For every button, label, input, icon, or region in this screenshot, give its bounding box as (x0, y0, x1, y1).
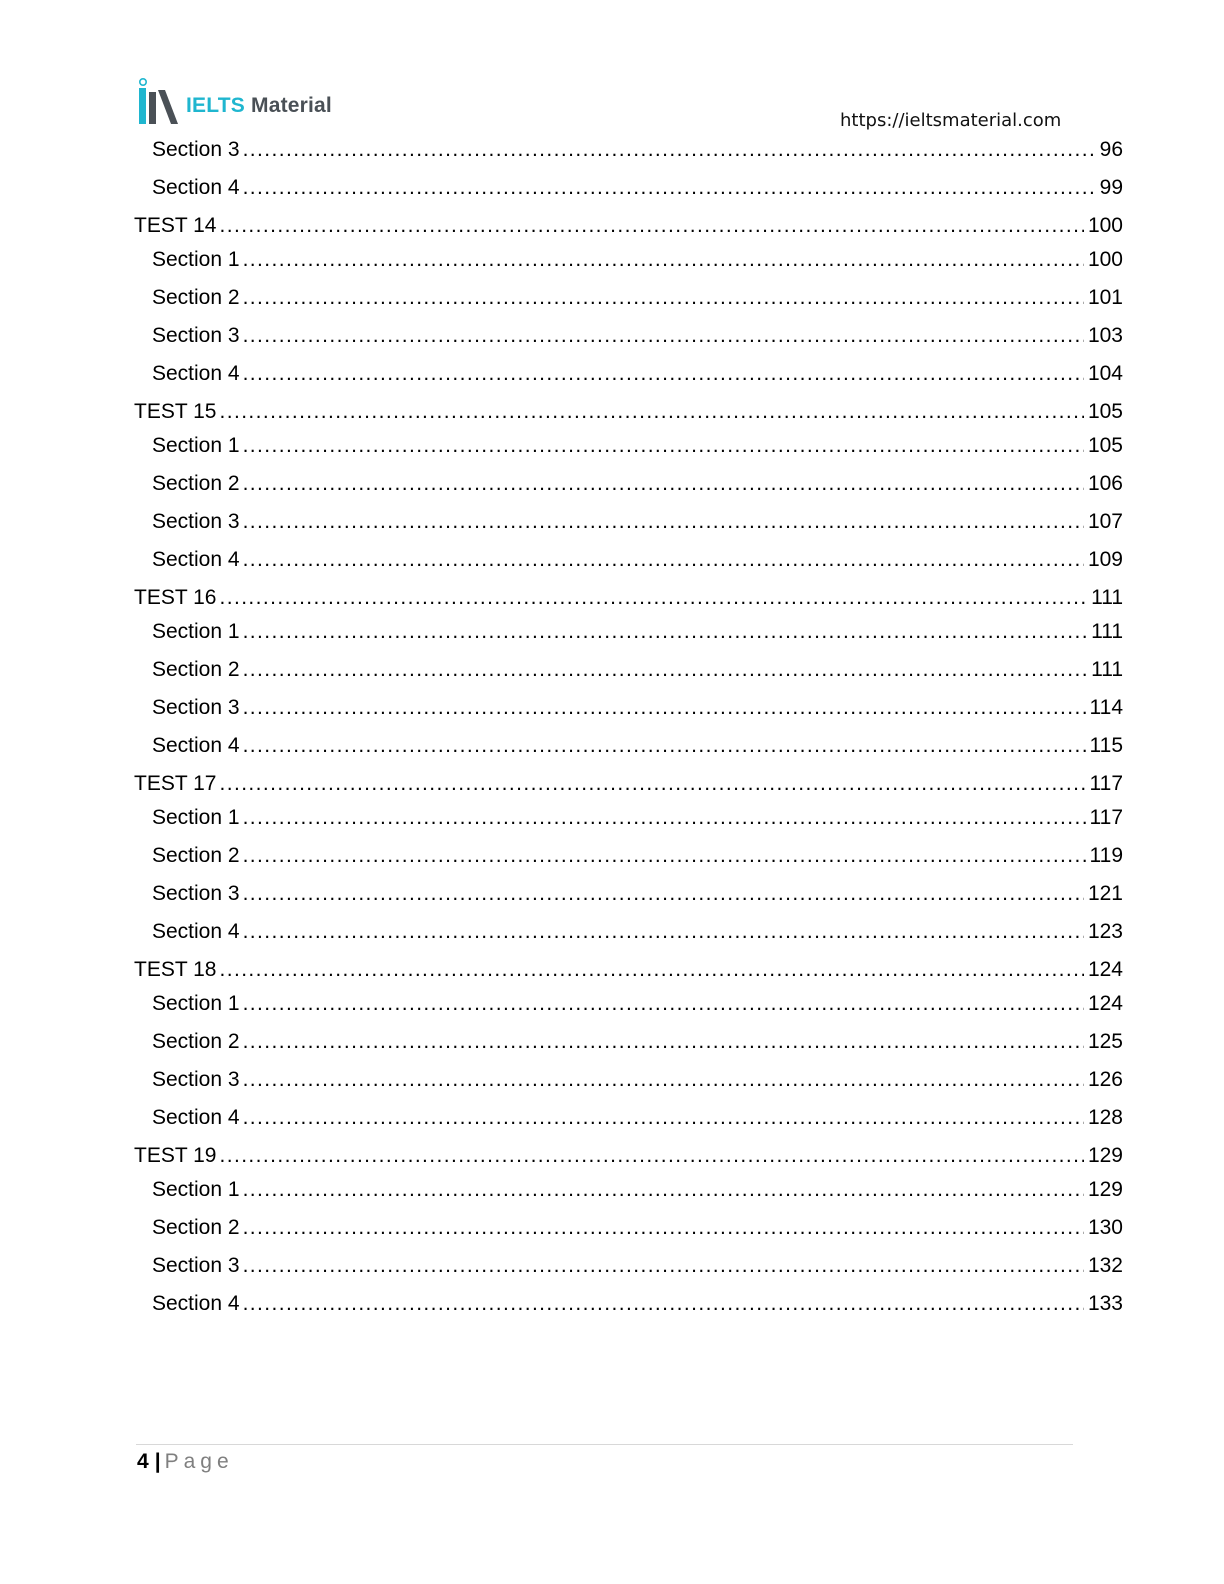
toc-entry-page: 124 (1087, 992, 1123, 1015)
toc-dot-leader (243, 138, 1096, 162)
toc-section-entry[interactable] (152, 1106, 1123, 1130)
toc-section-entry[interactable] (152, 696, 1123, 720)
toc-dot-leader (243, 548, 1084, 572)
logo-word-material: Material (251, 94, 332, 117)
toc-dot-leader (243, 176, 1096, 200)
page-word: Page (164, 1450, 234, 1473)
toc-entry-label: Section 4 (152, 734, 240, 757)
toc-entry-page: 111 (1091, 658, 1123, 681)
toc-entry-page: 99 (1099, 176, 1123, 199)
toc-dot-leader (243, 734, 1086, 758)
toc-section-entry[interactable] (152, 248, 1123, 272)
toc-entry-page: 132 (1087, 1254, 1123, 1277)
toc-entry-label: TEST 14 (134, 214, 217, 237)
toc-test-entry[interactable] (134, 958, 1123, 982)
toc-entry-page: 109 (1087, 548, 1123, 571)
toc-dot-leader (243, 1254, 1084, 1278)
toc-section-entry[interactable] (152, 286, 1123, 310)
toc-section-entry[interactable] (152, 1292, 1123, 1316)
header-url[interactable]: https://ieltsmaterial.com (840, 110, 1062, 131)
toc-entry-page: 115 (1089, 734, 1123, 757)
toc-dot-leader (243, 248, 1084, 272)
toc-section-entry[interactable] (152, 472, 1123, 496)
toc-dot-leader (243, 362, 1084, 386)
toc-entry-page: 96 (1099, 138, 1123, 161)
toc-entry-page: 117 (1089, 772, 1123, 795)
toc-section-entry[interactable] (152, 658, 1123, 682)
toc-entry-page: 129 (1087, 1178, 1123, 1201)
toc-entry-page: 105 (1087, 400, 1123, 423)
toc-entry-page: 101 (1087, 286, 1123, 309)
toc-entry-page: 100 (1087, 248, 1123, 271)
toc-entry-label: Section 1 (152, 992, 240, 1015)
toc-dot-leader (243, 696, 1086, 720)
logo (136, 78, 346, 126)
toc-test-entry[interactable] (134, 772, 1123, 796)
toc-entry-label: Section 4 (152, 176, 240, 199)
toc-section-entry[interactable] (152, 882, 1123, 906)
toc-section-entry[interactable] (152, 620, 1123, 644)
toc-section-entry[interactable] (152, 1216, 1123, 1240)
toc-dot-leader (243, 1068, 1084, 1092)
toc-dot-leader (219, 1144, 1083, 1168)
toc-section-entry[interactable] (152, 1254, 1123, 1278)
toc-entry-page: 105 (1087, 434, 1123, 457)
toc-entry-label: Section 2 (152, 844, 240, 867)
toc-entry-label: TEST 19 (134, 1144, 217, 1167)
toc-entry-page: 133 (1087, 1292, 1123, 1315)
toc-section-entry[interactable] (152, 1068, 1123, 1092)
toc-dot-leader (243, 1106, 1084, 1130)
toc-entry-label: Section 1 (152, 248, 240, 271)
toc-dot-leader (243, 434, 1084, 458)
toc-entry-label: TEST 16 (134, 586, 217, 609)
toc-entry-label: Section 1 (152, 806, 240, 829)
toc-entry-page: 125 (1087, 1030, 1123, 1053)
logo-wordmark (186, 94, 332, 118)
footer-separator: | (154, 1450, 161, 1473)
toc-entry-label: Section 3 (152, 1068, 240, 1091)
toc-entry-page: 100 (1087, 214, 1123, 237)
toc-entry-label: TEST 17 (134, 772, 217, 795)
toc-section-entry[interactable] (152, 362, 1123, 386)
toc-dot-leader (243, 510, 1084, 534)
toc-entry-label: Section 4 (152, 362, 240, 385)
toc-section-entry[interactable] (152, 176, 1123, 200)
logo-mark-icon (136, 78, 180, 126)
toc-dot-leader (243, 1178, 1084, 1202)
toc-dot-leader (243, 920, 1084, 944)
toc-entry-label: Section 3 (152, 1254, 240, 1277)
toc-entry-label: TEST 18 (134, 958, 217, 981)
logo-word-ielts: IELTS (186, 94, 245, 117)
toc-entry-label: Section 4 (152, 1106, 240, 1129)
toc-entry-page: 104 (1087, 362, 1123, 385)
toc-dot-leader (243, 1292, 1084, 1316)
toc-entry-page: 121 (1087, 882, 1123, 905)
toc-entry-label: TEST 15 (134, 400, 217, 423)
toc-test-entry[interactable] (134, 214, 1123, 238)
toc-entry-label: Section 1 (152, 434, 240, 457)
toc-dot-leader (219, 400, 1083, 424)
toc-entry-label: Section 2 (152, 1216, 240, 1239)
toc-dot-leader (243, 472, 1084, 496)
toc-test-entry[interactable] (134, 400, 1123, 424)
toc-entry-label: Section 2 (152, 1030, 240, 1053)
toc-entry-page: 129 (1087, 1144, 1123, 1167)
toc-test-entry[interactable] (134, 1144, 1123, 1168)
toc-section-entry[interactable] (152, 510, 1123, 534)
toc-dot-leader (243, 658, 1088, 682)
toc-entry-label: Section 2 (152, 658, 240, 681)
toc-section-entry[interactable] (152, 548, 1123, 572)
page-footer (137, 1450, 234, 1474)
toc-entry-page: 123 (1087, 920, 1123, 943)
toc-entry-page: 106 (1087, 472, 1123, 495)
toc-entry-label: Section 1 (152, 1178, 240, 1201)
toc-entry-page: 119 (1089, 844, 1123, 867)
toc-entry-page: 103 (1087, 324, 1123, 347)
toc-dot-leader (243, 1030, 1084, 1054)
toc-section-entry[interactable] (152, 434, 1123, 458)
toc-dot-leader (243, 286, 1084, 310)
toc-dot-leader (243, 992, 1084, 1016)
toc-entry-label: Section 2 (152, 472, 240, 495)
toc-entry-label: Section 3 (152, 696, 240, 719)
toc-section-entry[interactable] (152, 844, 1123, 868)
toc-section-entry[interactable] (152, 324, 1123, 348)
toc-entry-page: 111 (1091, 586, 1123, 609)
toc-entry-page: 114 (1089, 696, 1123, 719)
toc-dot-leader (243, 324, 1084, 348)
toc-entry-label: Section 3 (152, 138, 240, 161)
toc-dot-leader (243, 806, 1086, 830)
toc-entry-page: 111 (1091, 620, 1123, 643)
toc-entry-label: Section 2 (152, 286, 240, 309)
toc-test-entry[interactable] (134, 586, 1123, 610)
toc-dot-leader (219, 958, 1083, 982)
toc-entry-page: 107 (1087, 510, 1123, 533)
toc-dot-leader (219, 772, 1085, 796)
page-number: 4 (137, 1450, 149, 1473)
toc-entry-page: 117 (1089, 806, 1123, 829)
toc-entry-label: Section 1 (152, 620, 240, 643)
toc-entry-page: 126 (1087, 1068, 1123, 1091)
toc-entry-label: Section 3 (152, 510, 240, 533)
toc-section-entry[interactable] (152, 138, 1123, 162)
toc-section-entry[interactable] (152, 992, 1123, 1016)
toc-section-entry[interactable] (152, 734, 1123, 758)
toc-entry-label: Section 4 (152, 920, 240, 943)
toc-entry-page: 124 (1087, 958, 1123, 981)
toc-entry-page: 130 (1087, 1216, 1123, 1239)
toc-section-entry[interactable] (152, 920, 1123, 944)
toc-entry-label: Section 4 (152, 548, 240, 571)
toc-section-entry[interactable] (152, 1030, 1123, 1054)
toc-dot-leader (243, 844, 1086, 868)
toc-dot-leader (243, 1216, 1084, 1240)
toc-section-entry[interactable] (152, 806, 1123, 830)
toc-section-entry[interactable] (152, 1178, 1123, 1202)
footer-divider (136, 1444, 1073, 1445)
toc-entry-label: Section 3 (152, 324, 240, 347)
toc-entry-label: Section 4 (152, 1292, 240, 1315)
toc-entry-label: Section 3 (152, 882, 240, 905)
toc-dot-leader (243, 882, 1084, 906)
toc-dot-leader (243, 620, 1088, 644)
toc-dot-leader (219, 214, 1083, 238)
toc-dot-leader (219, 586, 1087, 610)
toc-entry-page: 128 (1087, 1106, 1123, 1129)
